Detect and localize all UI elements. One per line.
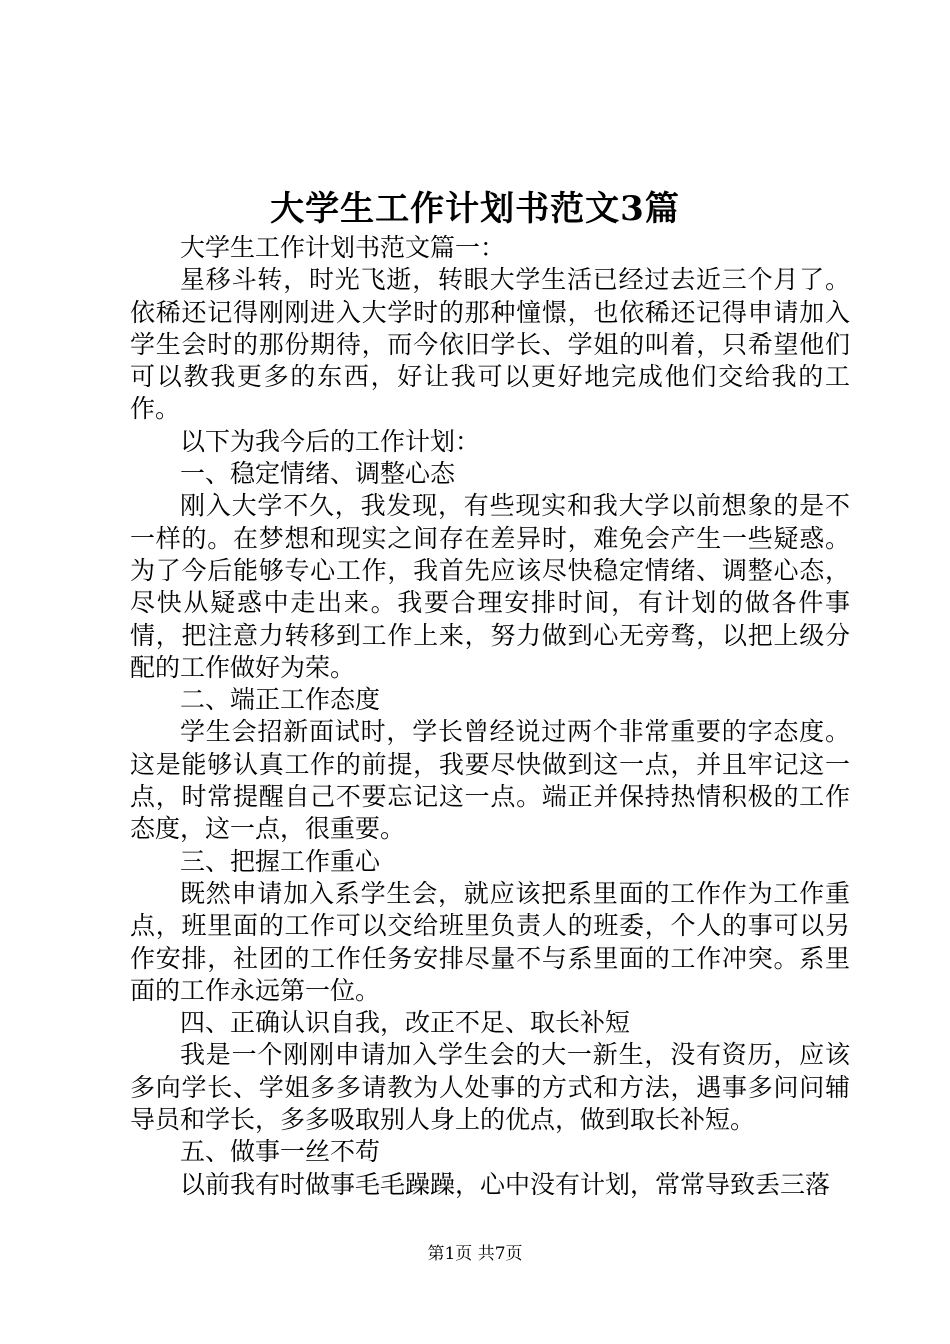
document-body [130,232,850,1201]
paragraph-section-heading: 大学生工作计划书范文篇一： [180,233,506,262]
paragraph-heading-2: 二、端正工作态度 [180,685,381,715]
paragraph-plan-lead: 以下为我今后的工作计划： [180,426,481,456]
paragraph-body-5: 以前我有时做事毛毛躁躁，心中没有计划，常常导致丢三落 [180,1169,831,1199]
paragraph-heading-1: 一、稳定情绪、调整心态 [180,459,456,489]
paragraph-body-3: 既然申请加入系学生会，就应该把系里面的工作作为工作重点，班里面的工作可以交给班里负责人的班委，个人的事可以另作安排，社团的工作任务安排尽量不与系里面的工作冲突。系里面的工作永远第一位。 [130,878,850,1005]
paragraph-body-2: 学生会招新面试时，学长曾经说过两个非常重要的字态度。这是能够认真工作的前提，我要尽快做到这一点，并且牢记这一点，时常提醒自己不要忘记这一点。端正并保持热情积极的工作态度，这一点，很重要。 [130,717,850,844]
paragraph-heading-5: 五、做事一丝不苟 [180,1137,381,1167]
page-number-footer: 第1页 共7页 [427,1244,523,1264]
paragraph-heading-4: 四、正确认识自我，改正不足、取长补短 [180,1008,631,1038]
paragraph-body-1: 刚入大学不久，我发现，有些现实和我大学以前想象的是不一样的。在梦想和现实之间存在差异时，难免会产生一些疑惑。为了今后能够专心工作，我首先应该尽快稳定情绪、调整心态，尽快从疑惑中走出来。我要合理安排时间，有计划的做各件事情，把注意力转移到工作上来，努力做到心无旁骛，以把上级分配的工作做好为荣。 [130,491,850,682]
paragraph-heading-3: 三、把握工作重心 [180,846,381,876]
paragraph-intro: 星移斗转，时光飞逝，转眼大学生活已经过去近三个月了。依稀还记得刚刚进入大学时的那种憧憬，也依稀还记得申请加入学生会时的那份期待，而今依旧学长、学姐的叫着，只希望他们可以教我更多的东西，好让我可以更好地完成他们交给我的工作。 [130,265,850,424]
paragraph-body-4: 我是一个刚刚申请加入学生会的大一新生，没有资历，应该多向学长、学姐多多请教为人处事的方式和方法，遇事多问问辅导员和学长，多多吸取别人身上的优点，做到取长补短。 [130,1040,850,1135]
document-title: 大学生工作计划书范文3篇 [270,189,680,229]
